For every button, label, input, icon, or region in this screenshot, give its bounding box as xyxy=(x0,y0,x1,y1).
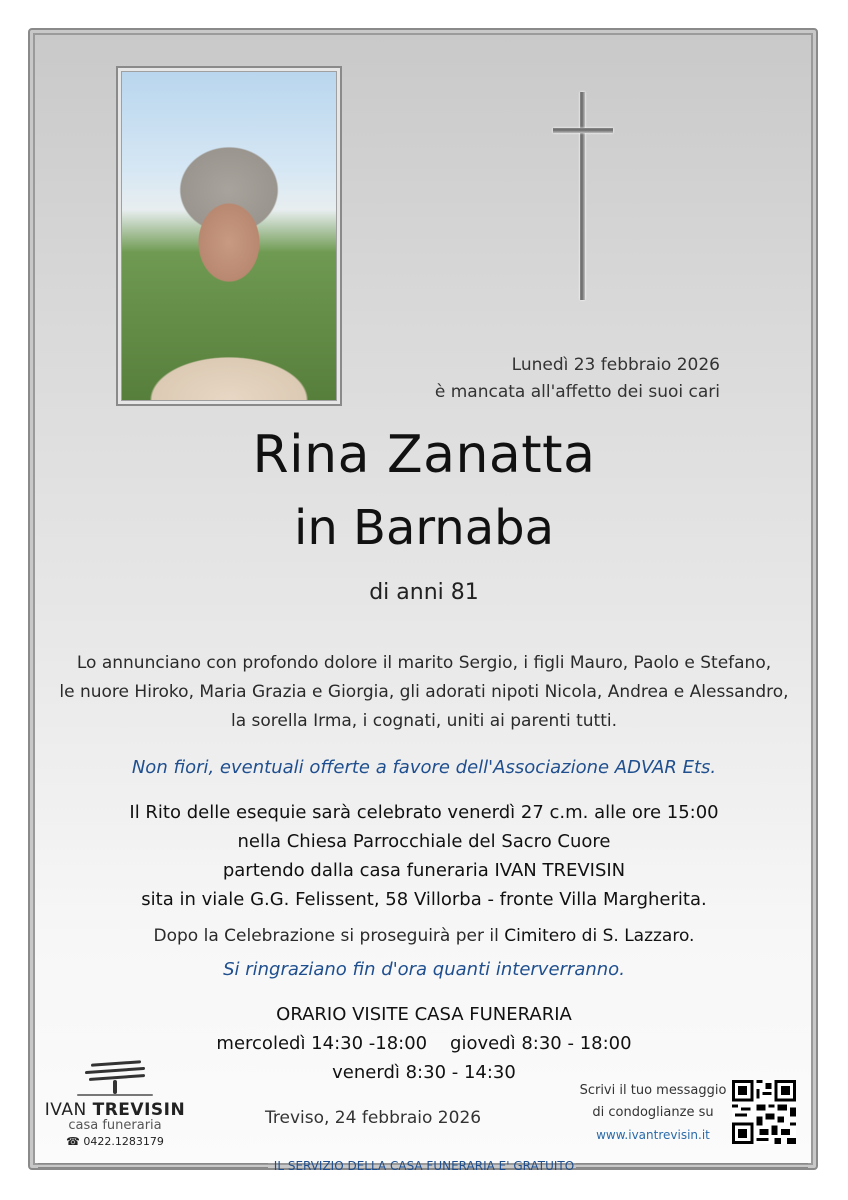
family-line: la sorella Irma, i cognati, uniti ai parenti tutti. xyxy=(230,711,618,731)
qr-code-icon[interactable] xyxy=(732,1080,796,1144)
footer-notice: IL SERVIZIO DELLA CASA FUNERARIA E' GRATUITO xyxy=(273,1159,575,1173)
portrait-photo xyxy=(121,71,337,401)
donation-note: Non fiori, eventuali offerte a favore dell'Associazione ADVAR Ets. xyxy=(131,757,717,778)
deceased-name: Rina Zanatta xyxy=(252,425,596,485)
death-date: Lunedì 23 febbraio 2026 xyxy=(511,355,720,375)
burial-prefix: Dopo la Celebrazione si proseguirà per il xyxy=(153,926,499,946)
funeral-home-logo xyxy=(40,1058,190,1148)
funeral-details xyxy=(0,798,848,914)
portrait-frame xyxy=(116,66,342,406)
burial-info xyxy=(0,926,848,946)
announcement xyxy=(435,352,720,406)
funeral-line: partendo dalla casa funeraria IVAN TREVISIN xyxy=(222,860,626,881)
family-announcement xyxy=(0,649,848,736)
phone-24h-icon: ☎ xyxy=(66,1135,80,1148)
cemetery-name: Cimitero di S. Lazzaro. xyxy=(504,926,695,946)
funeral-line: sita in viale G.G. Felissent, 58 Villorba - fronte Villa Margherita. xyxy=(141,889,707,910)
condolences-line: di condoglianze su xyxy=(592,1105,714,1120)
deceased-married-name: in Barnaba xyxy=(294,500,554,556)
family-line: le nuore Hiroko, Maria Grazia e Giorgia, gli adorati nipoti Nicola, Andrea e Alessandro, xyxy=(59,682,789,702)
condolences-info xyxy=(578,1080,728,1146)
website-link[interactable]: www.ivantrevisin.it xyxy=(596,1128,710,1142)
visiting-hours-line: mercoledì 14:30 -18:00 giovedì 8:30 - 18:00 xyxy=(216,1033,632,1054)
condolences-line: Scrivi il tuo messaggio xyxy=(579,1083,727,1098)
place-and-date: Treviso, 24 febbraio 2026 xyxy=(265,1108,482,1128)
funeral-home-subtitle: casa funeraria xyxy=(68,1118,162,1133)
passed-away-line: è mancata all'affetto dei suoi cari xyxy=(434,382,720,402)
tree-logo-icon xyxy=(75,1058,155,1098)
family-line: Lo annunciano con profondo dolore il marito Sergio, i figli Mauro, Paolo e Stefano, xyxy=(76,653,772,673)
funeral-line: nella Chiesa Parrocchiale del Sacro Cuore xyxy=(237,831,611,852)
visiting-hours-title: ORARIO VISITE CASA FUNERARIA xyxy=(276,1004,572,1025)
cross-icon xyxy=(553,92,613,302)
thanks-note: Si ringraziano fin d'ora quanti interverranno. xyxy=(223,959,625,980)
footer-divider-right xyxy=(576,1163,808,1168)
funeral-home-phone: ☎ 0422.1283179 xyxy=(66,1135,164,1148)
funeral-line: Il Rito delle esequie sarà celebrato venerdì 27 c.m. alle ore 15:00 xyxy=(129,802,719,823)
funeral-home-name: IVAN TREVISIN xyxy=(44,1100,186,1120)
visiting-hours-line: venerdì 8:30 - 14:30 xyxy=(332,1062,516,1083)
deceased-age: di anni 81 xyxy=(369,580,479,605)
